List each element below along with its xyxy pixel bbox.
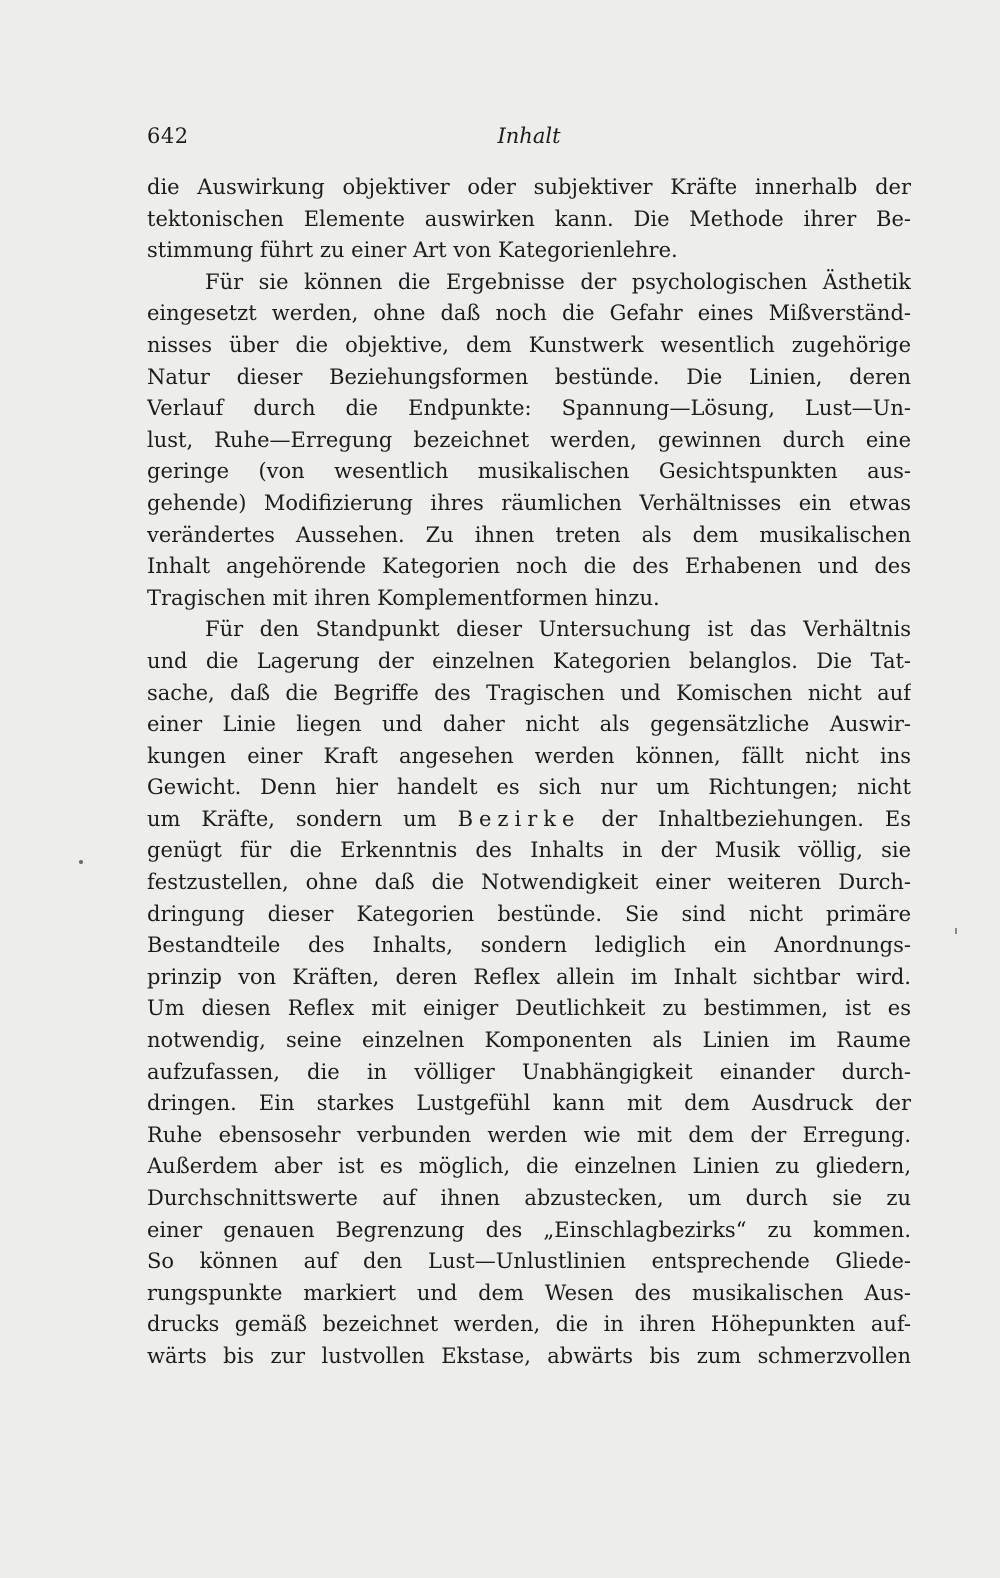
text-line: Bestandteile des Inhalts, sondern lediglich ein Anordnungs- bbox=[147, 933, 911, 958]
margin-speck bbox=[79, 860, 83, 864]
body-text bbox=[147, 172, 911, 1373]
text-line: Natur dieser Beziehungsformen bestünde. Die Linien, deren bbox=[147, 364, 911, 389]
text-line: Für den Standpunkt dieser Untersuchung ist das Verhältnis bbox=[205, 617, 911, 642]
text-line: Durchschnittswerte auf ihnen abzustecken, um durch sie zu bbox=[147, 1186, 911, 1210]
text-line: Ruhe ebensosehr verbunden werden wie mit dem der Erregung. bbox=[147, 1122, 911, 1147]
page-header bbox=[147, 124, 911, 158]
text-line: festzustellen, ohne daß die Notwendigkeit einer weiteren Durch- bbox=[147, 870, 911, 895]
text-line: dringen. Ein starkes Lustgefühl kann mit dem Ausdruck der bbox=[147, 1091, 911, 1116]
text-line: und die Lagerung der einzelnen Kategorien belanglos. Die Tat- bbox=[147, 648, 911, 673]
text-line: einer genauen Begrenzung des „Einschlagbezirks“ zu kommen. bbox=[147, 1217, 911, 1242]
text-line: verändertes Aussehen. Zu ihnen treten als dem musikalischen bbox=[147, 522, 911, 547]
text-line: aufzufassen, die in völliger Unabhängigkeit einander durch- bbox=[147, 1059, 911, 1084]
text-line: Verlauf durch die Endpunkte: Spannung—Lösung, Lust—Un- bbox=[147, 396, 911, 421]
margin-tick bbox=[955, 928, 957, 934]
text-line: drucks gemäß bezeichnet werden, die in ihren Höhepunkten auf- bbox=[147, 1312, 911, 1337]
running-title: Inhalt bbox=[497, 124, 561, 148]
text-line: sache, daß die Begriffe des Tragischen und Komischen nicht auf bbox=[147, 680, 911, 705]
text-line: genügt für die Erkenntnis des Inhalts in der Musik völlig, sie bbox=[147, 838, 911, 863]
text-line: Tragischen mit ihren Komplementformen hinzu. bbox=[147, 585, 660, 610]
text-line-fragment: der Inhaltbeziehungen. Es bbox=[601, 806, 911, 831]
text-line: tektonischen Elemente auswirken kann. Die Methode ihrer Be- bbox=[147, 206, 911, 231]
text-line: dringung dieser Kategorien bestünde. Sie sind nicht primäre bbox=[147, 901, 911, 926]
text-line: Gewicht. Denn hier handelt es sich nur um Richtungen; nicht bbox=[147, 775, 911, 800]
text-line: Für sie können die Ergebnisse der psychologischen Ästhetik bbox=[205, 269, 911, 294]
text-line: nisses über die objektive, dem Kunstwerk wesentlich zugehörige bbox=[147, 332, 911, 357]
text-line: Außerdem aber ist es möglich, die einzelnen Linien zu gliedern, bbox=[147, 1154, 911, 1179]
text-line: rungspunkte markiert und dem Wesen des musikalischen Aus- bbox=[147, 1280, 911, 1305]
text-line: notwendig, seine einzelnen Komponenten als Linien im Raume bbox=[147, 1028, 911, 1053]
text-line: stimmung führt zu einer Art von Kategorienlehre. bbox=[147, 238, 678, 263]
text-line bbox=[147, 804, 911, 836]
text-line: kungen einer Kraft angesehen werden können, fällt nicht ins bbox=[147, 743, 911, 768]
text-line: eingesetzt werden, ohne daß noch die Gefahr eines Mißverständ- bbox=[147, 301, 911, 326]
page-number: 642 bbox=[147, 124, 189, 148]
text-line-fragment: um Kräfte, sondern um bbox=[147, 806, 437, 831]
text-line: lust, Ruhe—Erregung bezeichnet werden, gewinnen durch eine bbox=[147, 427, 911, 452]
text-line: die Auswirkung objektiver oder subjektiver Kräfte innerhalb der bbox=[147, 175, 911, 199]
text-line: wärts bis zur lustvollen Ekstase, abwärts bis zum schmerzvollen bbox=[147, 1343, 911, 1368]
text-line: prinzip von Kräften, deren Reflex allein im Inhalt sichtbar wird. bbox=[147, 964, 911, 989]
text-line: einer Linie liegen und daher nicht als gegensätzliche Auswir- bbox=[147, 712, 911, 737]
text-line: Inhalt angehörende Kategorien noch die des Erhabenen und des bbox=[147, 554, 911, 579]
text-line: gehende) Modifizierung ihres räumlichen Verhältnisses ein etwas bbox=[147, 490, 911, 515]
emphasized-word: Bezirke bbox=[457, 806, 581, 831]
text-line: geringe (von wesentlich musikalischen Gesichtspunkten aus- bbox=[147, 459, 911, 484]
text-line: So können auf den Lust—Unlustlinien entsprechende Gliede- bbox=[147, 1249, 911, 1274]
text-line: Um diesen Reflex mit einiger Deutlichkeit zu bestimmen, ist es bbox=[147, 996, 911, 1021]
